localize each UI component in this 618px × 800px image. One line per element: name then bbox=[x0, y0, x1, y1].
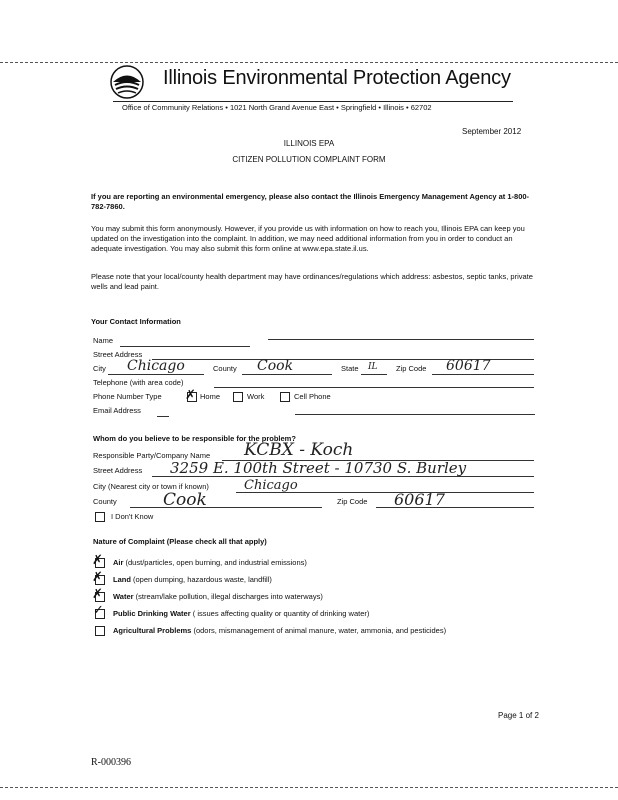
responsible-county-field[interactable] bbox=[130, 507, 322, 508]
drinking-water-option bbox=[113, 609, 369, 618]
party-label: Responsible Party/Company Name bbox=[93, 451, 211, 460]
land-label: Land bbox=[113, 575, 131, 584]
agricultural-desc: (odors, mismanagement of animal manure, water, ammonia, and pesticides) bbox=[193, 626, 447, 635]
email-label: Email Address bbox=[93, 406, 141, 415]
agency-address: Office of Community Relations • 1021 North Grand Avenue East • Springfield • Illinois • 62702 bbox=[122, 103, 432, 112]
bates-number: R-000396 bbox=[91, 757, 131, 768]
water-option bbox=[113, 592, 323, 601]
drinking-water-label: Public Drinking Water bbox=[113, 609, 191, 618]
form-date: September 2012 bbox=[462, 127, 522, 136]
phone-type-label: Phone Number Type bbox=[93, 392, 162, 401]
responsible-county-handwritten: Cook bbox=[163, 490, 207, 510]
responsible-street-handwritten: 3259 E. 100th Street - 10730 S. Burley bbox=[170, 459, 467, 477]
land-option bbox=[113, 575, 272, 584]
dont-know-checkbox[interactable] bbox=[95, 512, 105, 522]
water-label: Water bbox=[113, 592, 134, 601]
phone-work-label: Work bbox=[247, 392, 265, 401]
illinois-epa-logo-icon bbox=[110, 65, 144, 99]
nature-heading: Nature of Complaint (Please check all that apply) bbox=[93, 537, 267, 546]
name-label: Name bbox=[93, 336, 114, 345]
county-field[interactable] bbox=[242, 374, 332, 375]
phone-work-checkbox[interactable] bbox=[233, 392, 243, 402]
emergency-notice: If you are reporting an environmental emergency, please also contact the Illinois Emergency Management Agency at 1-800-782-7860. bbox=[91, 192, 530, 211]
air-desc: (dust/particles, open burning, and industrial emissions) bbox=[125, 558, 307, 567]
name-field-line-upper bbox=[268, 339, 534, 340]
city-label: City bbox=[93, 364, 106, 373]
agricultural-option bbox=[113, 626, 446, 635]
party-handwritten: KCBX - Koch bbox=[244, 440, 354, 460]
air-checkmark-icon: ✗ bbox=[92, 553, 103, 568]
phone-cell-checkbox[interactable] bbox=[280, 392, 290, 402]
drinking-water-desc: ( issues affecting quality or quantity of drinking water) bbox=[192, 609, 370, 618]
responsible-zip-label: Zip Code bbox=[337, 497, 368, 506]
air-label: Air bbox=[113, 558, 124, 567]
phone-cell-label: Cell Phone bbox=[294, 392, 331, 401]
form-agency: ILLINOIS EPA bbox=[283, 139, 335, 148]
zip-field[interactable] bbox=[432, 374, 534, 375]
county-handwritten: Cook bbox=[257, 358, 294, 374]
dont-know-label: I Don't Know bbox=[111, 512, 154, 521]
phone-home-label: Home bbox=[200, 392, 221, 401]
county-label: County bbox=[213, 364, 237, 373]
telephone-field[interactable] bbox=[214, 387, 534, 388]
agency-name: Illinois Environmental Protection Agency bbox=[163, 67, 511, 89]
responsible-zip-handwritten: 60617 bbox=[394, 490, 445, 509]
page-number: Page 1 of 2 bbox=[498, 711, 539, 720]
state-handwritten: IL bbox=[368, 362, 378, 372]
water-checkmark-icon: ✗ bbox=[92, 587, 103, 602]
agricultural-checkbox[interactable] bbox=[95, 626, 105, 636]
air-option bbox=[113, 558, 307, 567]
phone-home-checkmark-icon: ✗ bbox=[185, 388, 196, 403]
drinking-water-checkmark-icon: ✓ bbox=[93, 603, 104, 618]
responsible-street-label: Street Address bbox=[93, 466, 143, 475]
responsible-heading: Whom do you believe to be responsible for the problem? bbox=[93, 434, 296, 443]
state-field[interactable] bbox=[361, 374, 387, 375]
top-scan-edge bbox=[0, 62, 618, 63]
zip-handwritten: 60617 bbox=[446, 358, 491, 374]
responsible-city-handwritten: Chicago bbox=[244, 478, 298, 493]
zip-label: Zip Code bbox=[396, 364, 427, 373]
contact-heading: Your Contact Information bbox=[91, 317, 181, 326]
water-desc: (stream/lake pollution, illegal discharges into waterways) bbox=[135, 592, 323, 601]
telephone-label: Telephone (with area code) bbox=[93, 378, 184, 387]
email-field-short bbox=[157, 416, 169, 417]
land-checkmark-icon: ✗ bbox=[92, 570, 103, 585]
city-handwritten: Chicago bbox=[127, 358, 185, 374]
anonymous-notice: You may submit this form anonymously. However, if you provide us with information on how to reach you, Illinois EPA can keep you updated on the investigation into the complaint. In addition, we may need additional information from you in order to conduct an adequate investigation. You may also submit this form online at www.epa.state.il.us. bbox=[91, 224, 525, 253]
agricultural-label: Agricultural Problems bbox=[113, 626, 192, 635]
bottom-scan-edge bbox=[0, 787, 618, 788]
email-field[interactable] bbox=[295, 414, 535, 415]
header-rule bbox=[113, 101, 513, 102]
form-title: CITIZEN POLLUTION COMPLAINT FORM bbox=[232, 155, 386, 164]
state-label: State bbox=[341, 364, 359, 373]
city-field[interactable] bbox=[108, 374, 204, 375]
responsible-city-label: City (Nearest city or town if known) bbox=[93, 482, 209, 491]
responsible-county-label: County bbox=[93, 497, 117, 506]
street-address-label: Street Address bbox=[93, 350, 143, 359]
name-field-line[interactable] bbox=[120, 346, 250, 347]
local-notice: Please note that your local/county health department may have ordinances/regulations which address: asbestos, septic tanks, private wells and lead paint. bbox=[91, 272, 533, 291]
land-desc: (open dumping, hazardous waste, landfill) bbox=[133, 575, 272, 584]
